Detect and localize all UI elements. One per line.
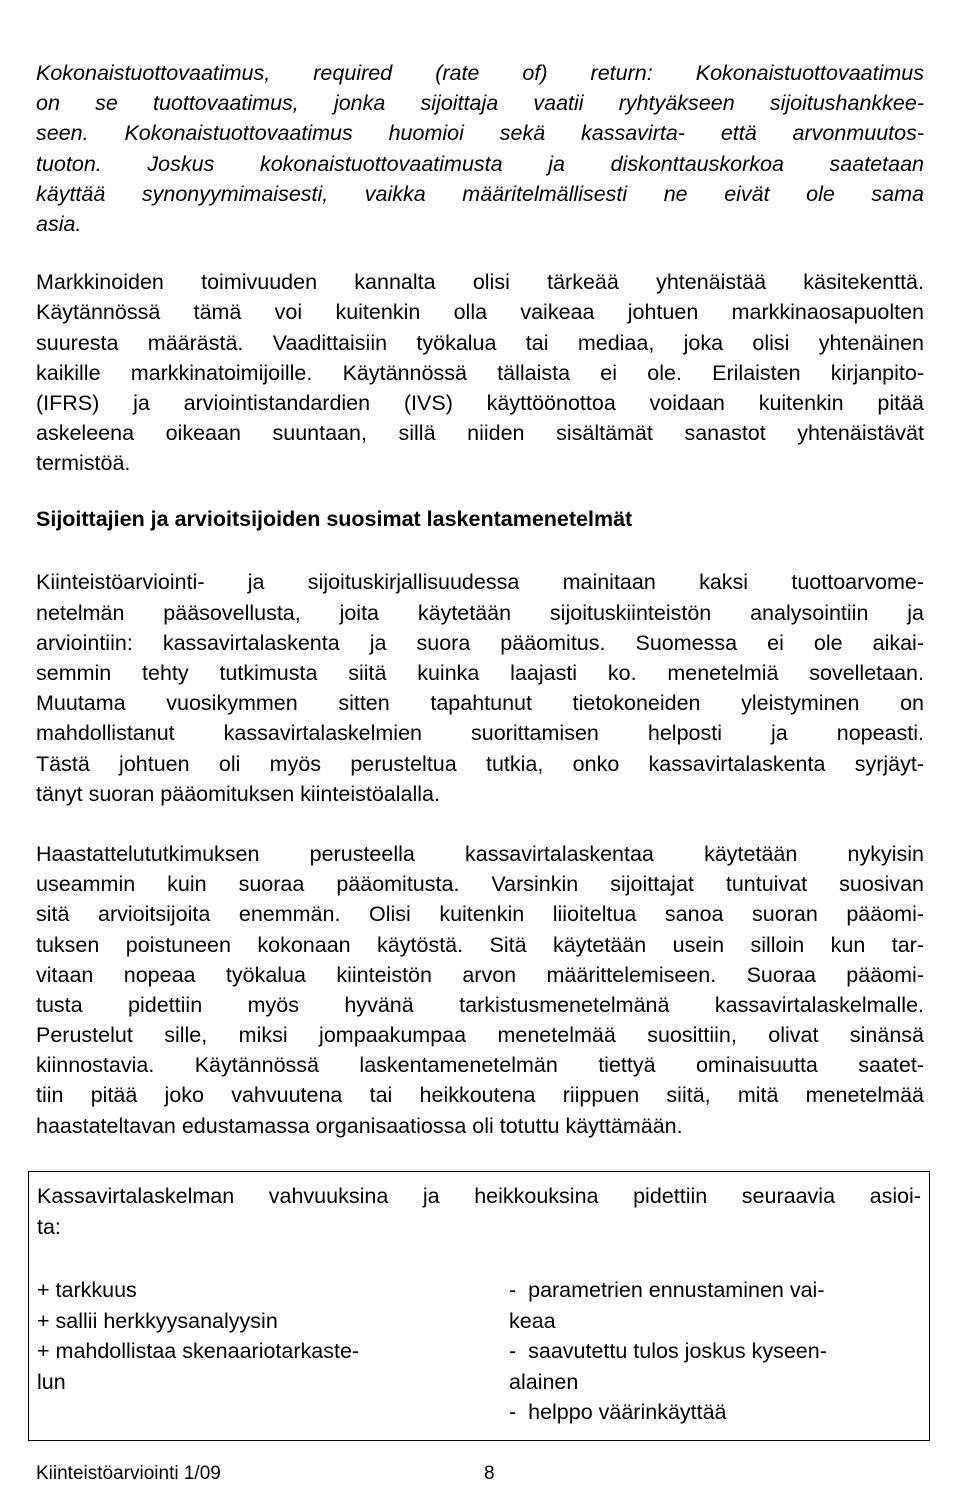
text-line: kaikille markkinatoimijoille. Käytännössä tällaista ei ole. Erilaisten kirjanpito- [36,360,924,385]
text-line: arviointiin: kassavirtalaskenta ja suora pääomitus. Suomessa ei ole aikai- [36,630,924,655]
text-line: Käytännössä tämä voi kuitenkin olla vaikeaa johtuen markkinaosapuolten [36,300,924,325]
paragraph-methods [36,567,924,809]
list-item: alainen [509,1369,579,1394]
text-line: tuksen poistuneen kokonaan käytöstä. Sitä käytetään usein silloin kun tar- [36,932,924,957]
text-line: tuoton. Joskus kokonaistuottovaatimusta ja diskonttauskorkoa saatetaan [36,151,924,176]
text-line: haastateltavan edustamassa organisaatiossa oli totuttu käyttämään. [36,1113,683,1138]
text-line: Kokonaistuottovaatimus, required (rate of) return: Kokonaistuottovaatimus [36,61,924,85]
text-line: netelmän pääsovellusta, joita käytetään sijoituskiinteistön analysointiin ja [36,600,924,625]
list-item: - saavutettu tulos joskus kyseen- [509,1339,827,1363]
list-item: + sallii herkkyysanalyysin [37,1308,278,1333]
page-number: 8 [484,1463,495,1484]
list-item: - helppo väärinkäyttää [509,1400,727,1424]
text-line: Kiinteistöarviointi- ja sijoituskirjallisuudessa mainitaan kaksi tuottoarvome- [36,570,924,595]
text-line: Kassavirtalaskelman vahvuuksina ja heikkouksina pidettiin seuraavia asioi- [37,1184,921,1208]
text-line: suuresta määrästä. Vaadittaisiin työkalua tai mediaa, joka olisi yhtenäinen [36,330,924,355]
text-line: mahdollistanut kassavirtalaskelmien suorittamisen helposti ja nopeasti. [36,721,924,746]
footer-title: Kiinteistöarviointi 1/09 [36,1463,221,1484]
text-line: termistöä. [36,451,131,476]
text-line: Tästä johtuen oli myös perusteltua tutkia, onko kassavirtalaskenta syrjäyt- [36,751,924,776]
list-item: + mahdollistaa skenaariotarkaste- [37,1339,360,1363]
text-line: vitaan nopeaa työkalua kiinteistön arvon määrittelemiseen. Suoraa pääomi- [36,962,924,987]
box-intro [37,1181,921,1242]
text-line: semmin tehty tutkimusta siitä kuinka laajasti ko. menetelmiä sovelletaan. [36,661,924,685]
definition-paragraph [36,58,924,239]
paragraph-survey [36,839,924,1141]
text-line: useammin kuin suoraa pääomitusta. Varsinkin sijoittajat tuntuivat suosivan [36,872,924,897]
text-line: on se tuottovaatimus, jonka sijoittaja vaatii ryhtyäkseen sijoitushankkee- [36,91,924,116]
summary-box [28,1171,930,1441]
text-line: askeleena oikeaan suuntaan, sillä niiden sisältämät sanastot yhtenäistävät [36,421,924,446]
text-line: tänyt suoran pääomituksen kiinteistöalalla. [36,781,440,806]
text-line: Markkinoiden toimivuuden kannalta olisi tärkeää yhtenäistää käsitekenttä. [36,270,924,295]
text-line: Perustelut sille, miksi jompaakumpaa menetelmää suosittiin, olivat sinänsä [36,1023,924,1048]
text-line: ta: [37,1214,61,1239]
text-line: seen. Kokonaistuottovaatimus huomioi sekä kassavirta- että arvonmuutos- [36,121,924,146]
text-line: kiinnostavia. Käytännössä laskentamenetelmän tiettyä ominaisuutta saatet- [36,1053,924,1078]
text-line: käyttää synonyymimaisesti, vaikka määritelmällisesti ne eivät ole sama [36,181,924,206]
text-line: Muutama vuosikymmen sitten tapahtunut tietokoneiden yleistyminen on [36,691,924,716]
text-line: tusta pidettiin myös hyvänä tarkistusmenetelmänä kassavirtalaskelmalle. [36,992,924,1017]
list-item: - parametrien ennustaminen vai- [509,1278,825,1302]
text-line: Haastattelututkimuksen perusteella kassavirtalaskentaa käytetään nykyisin [36,841,924,866]
text-line: tiin pitää joko vahvuutena tai heikkoutena riippuen siitä, mitä menetelmää [36,1083,924,1108]
text-line: sitä arvioitsijoita enemmän. Olisi kuitenkin liioiteltua sanoa suoran pääomi- [36,902,924,927]
list-item: lun [37,1369,66,1394]
strengths-list [37,1275,457,1397]
list-item: keaa [509,1308,556,1333]
paragraph-markets [36,267,924,478]
document-body [36,58,924,1141]
text-line: asia. [36,211,82,236]
text-line: (IFRS) ja arviointistandardien (IVS) käyttöönottoa voidaan kuitenkin pitää [36,390,924,415]
weaknesses-list [509,1275,909,1428]
list-item: + tarkkuus [37,1278,137,1302]
section-heading: Sijoittajien ja arvioitsijoiden suosimat laskentamenetelmät [36,507,633,532]
